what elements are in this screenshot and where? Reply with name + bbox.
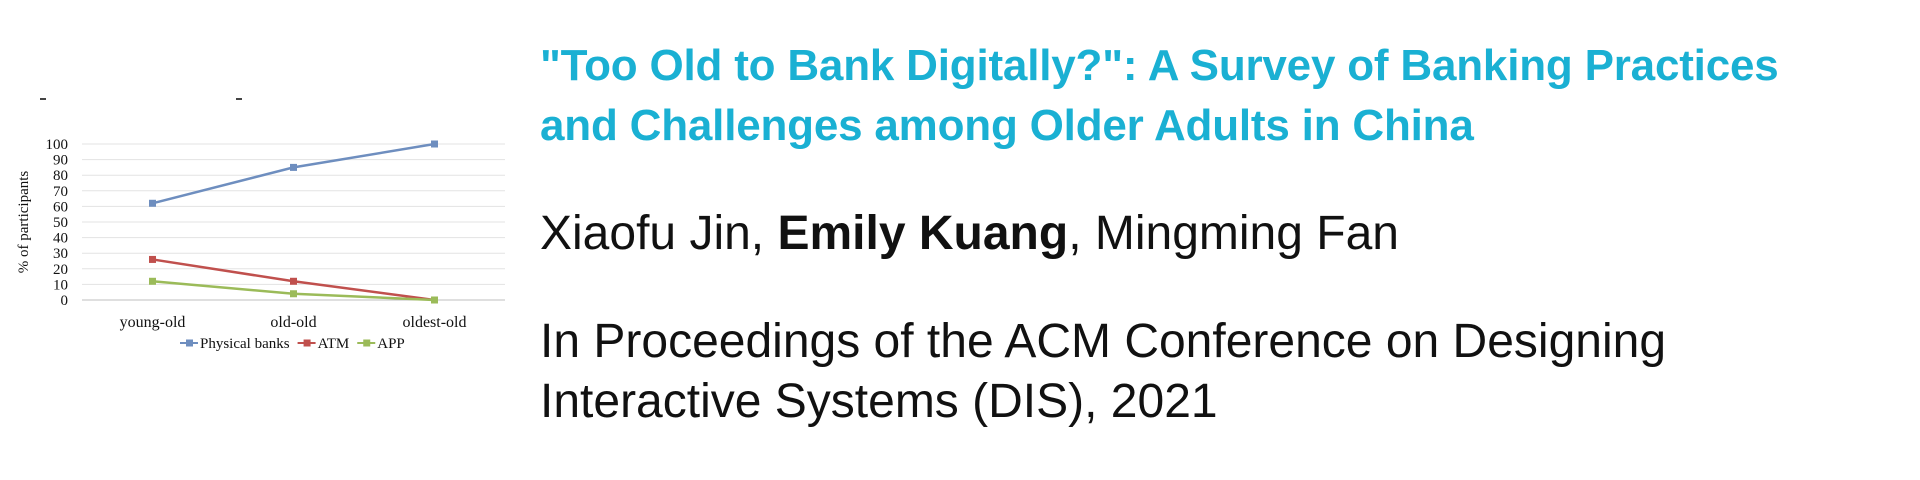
legend-label: ATM xyxy=(317,336,350,352)
x-tick-label: oldest-old xyxy=(402,314,467,331)
legend-label: APP xyxy=(377,336,405,352)
data-point xyxy=(290,278,297,285)
data-point xyxy=(149,278,156,285)
paper-info xyxy=(540,36,1900,432)
legend-label: Physical banks xyxy=(200,336,290,352)
data-point xyxy=(290,290,297,297)
chart-canvas xyxy=(0,80,520,370)
series-line xyxy=(153,144,435,203)
x-tick-label: old-old xyxy=(270,314,317,331)
y-tick-label: 40 xyxy=(53,230,68,247)
data-point xyxy=(149,256,156,263)
legend-marker xyxy=(186,340,193,347)
line-chart xyxy=(0,80,520,370)
author-3: , Mingming Fan xyxy=(1068,207,1399,260)
author-1: Xiaofu Jin, xyxy=(540,207,778,260)
data-point xyxy=(290,164,297,171)
y-tick-label: 100 xyxy=(45,137,68,153)
author-2-highlighted: Emily Kuang xyxy=(777,207,1069,260)
y-tick-label: 20 xyxy=(53,261,68,278)
venue-citation xyxy=(540,312,1900,432)
venue-line-2: Interactive Systems (DIS), 2021 xyxy=(540,375,1218,428)
legend-marker xyxy=(363,340,370,347)
author-list xyxy=(540,204,1900,264)
x-tick-label: young-old xyxy=(119,314,186,331)
y-tick-label: 70 xyxy=(53,183,68,200)
y-tick-label: 50 xyxy=(53,215,68,231)
data-point xyxy=(149,200,156,207)
y-axis-title: % of participants xyxy=(16,170,32,274)
y-tick-label: 0 xyxy=(60,293,68,309)
paper-title-line-2: and Challenges among Older Adults in China xyxy=(540,101,1474,150)
y-tick-label: 10 xyxy=(53,277,68,294)
y-tick-label: 30 xyxy=(53,246,68,263)
y-tick-label: 80 xyxy=(53,168,68,185)
y-tick-label: 60 xyxy=(53,199,68,216)
legend-marker xyxy=(304,340,311,347)
data-point xyxy=(431,141,438,148)
data-point xyxy=(431,297,438,304)
venue-line-1: In Proceedings of the ACM Conference on Designing xyxy=(540,315,1667,368)
paper-title-line-1: "Too Old to Bank Digitally?": A Survey of Banking Practices xyxy=(540,41,1779,90)
y-tick-label: 90 xyxy=(53,152,68,169)
paper-title xyxy=(540,36,1900,156)
